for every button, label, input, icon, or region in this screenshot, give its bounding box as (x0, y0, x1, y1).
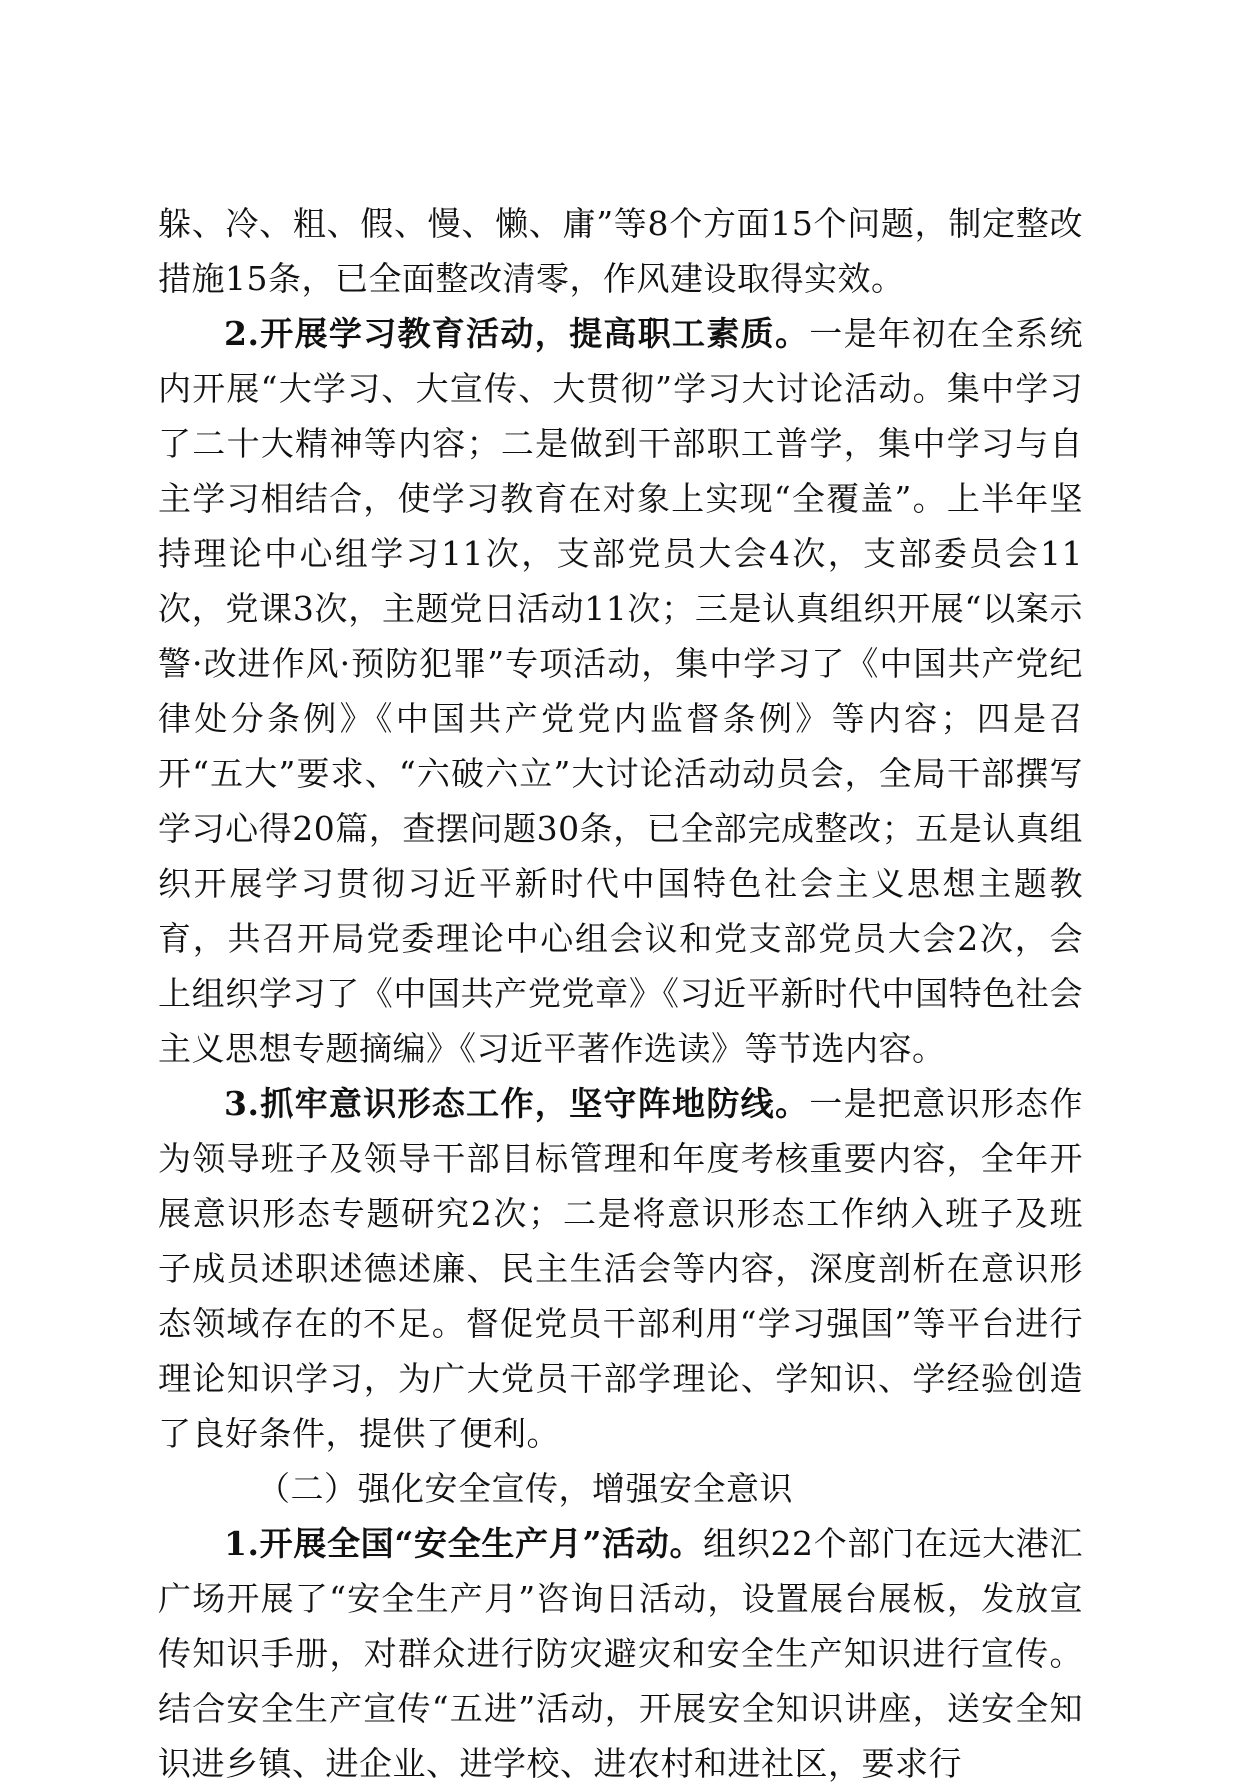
paragraph-text: 组织22个部门在远大港汇广场开展了“安全生产月”咨询日活动，设置展台展板，发放宣传知识手册，对群众进行防灾避灾和安全生产知识进行宣传。结合安全生产宣传“五进”活动，开展安全知识讲座，送安全知识进乡镇、进企业、进学校、进农村和进社区，要求行 (158, 1524, 1083, 1783)
paragraph-ideology-work (158, 1076, 1083, 1461)
paragraph-safety-month (158, 1516, 1083, 1791)
section-heading: （二）强化安全宣传，增强安全意识 (257, 1469, 793, 1508)
paragraph-lead: 1.开展全国“安全生产月”活动。 (224, 1524, 704, 1563)
paragraph-study-education (158, 306, 1083, 1076)
paragraph-lead: 2.开展学习教育活动，提高职工素质。 (224, 314, 810, 353)
paragraph-lead: 3.抓牢意识形态工作，坚守阵地防线。 (224, 1084, 810, 1123)
paragraph-continuation (158, 196, 1083, 306)
paragraph-text: 一是把意识形态作为领导班子及领导干部目标管理和年度考核重要内容，全年开展意识形态专题研究2次；二是将意识形态工作纳入班子及班子成员述职述德述廉、民主生活会等内容，深度剖析在意识形态领域存在的不足。督促党员干部利用“学习强国”等平台进行理论知识学习，为广大党员干部学理论、学知识、学经验创造了良好条件，提供了便利。 (158, 1084, 1083, 1453)
paragraph-text: 躲、冷、粗、假、慢、懒、庸”等8个方面15个问题，制定整改措施15条，已全面整改清零，作风建设取得实效。 (158, 204, 1083, 298)
document-page (158, 196, 1083, 1791)
paragraph-text: 一是年初在全系统内开展“大学习、大宣传、大贯彻”学习大讨论活动。集中学习了二十大精神等内容；二是做到干部职工普学，集中学习与自主学习相结合，使学习教育在对象上实现“全覆盖”。上半年坚持理论中心组学习11次，支部党员大会4次，支部委员会11次，党课3次，主题党日活动11次；三是认真组织开展“以案示警·改进作风·预防犯罪”专项活动，集中学习了《中国共产党纪律处分条例》《中国共产党党内监督条例》等内容；四是召开“五大”要求、“六破六立”大讨论活动动员会，全局干部撰写学习心得20篇，查摆问题30条，已全部完成整改；五是认真组织开展学习贯彻习近平新时代中国特色社会主义思想主题教育，共召开局党委理论中心组会议和党支部党员大会2次，会上组织学习了《中国共产党党章》《习近平新时代中国特色社会主义思想专题摘编》《习近平著作选读》等节选内容。 (158, 314, 1083, 1068)
